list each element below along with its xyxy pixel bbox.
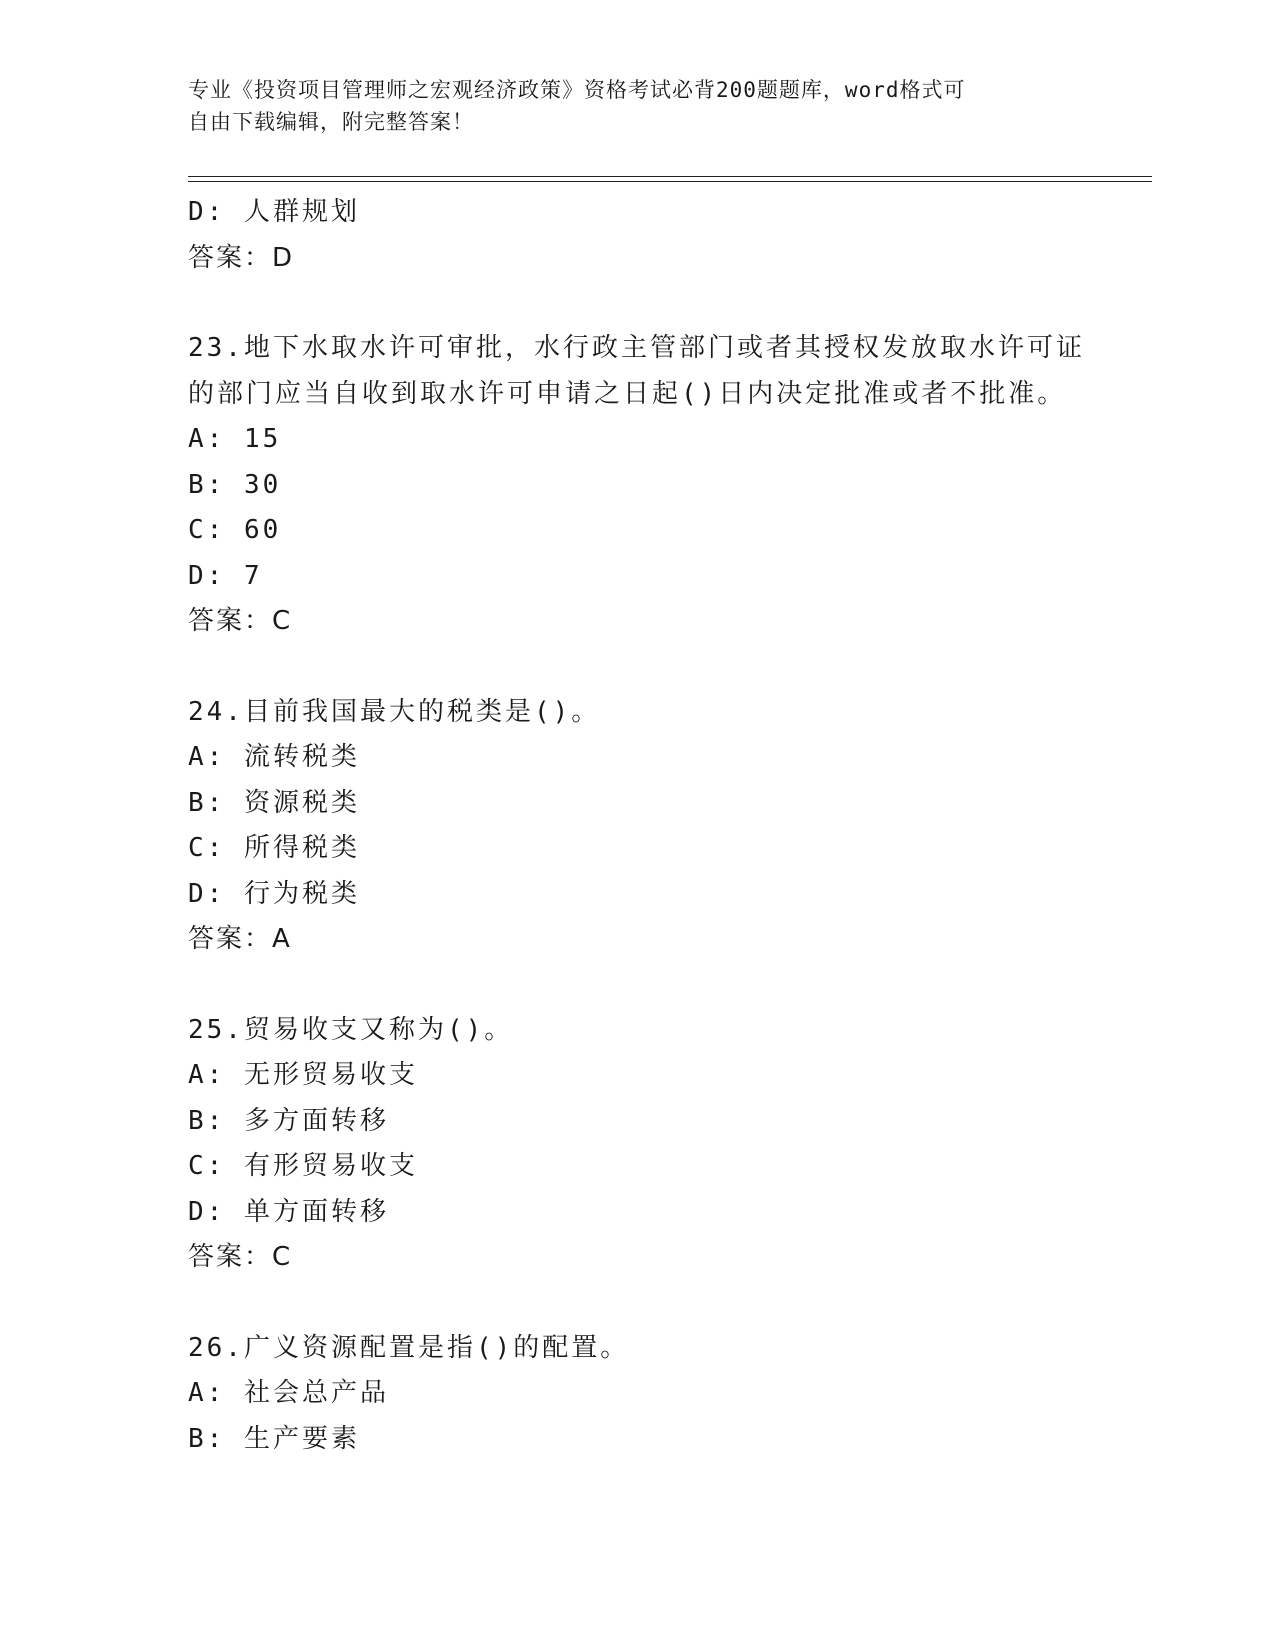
option-d: D: 人群规划 — [188, 197, 360, 227]
option-c: C: 60 — [188, 515, 282, 545]
option-c: C: 有形贸易收支 — [188, 1151, 418, 1181]
question-stem-cont: 的部门应当自收到取水许可申请之日起()日内决定批准或者不批准。 — [188, 378, 1067, 409]
answer: 答案：A — [188, 924, 292, 954]
header-divider-top — [188, 176, 1152, 177]
question-stem: 25.贸易收支又称为()。 — [188, 1014, 514, 1045]
header-title-line-2: 自由下载编辑，附完整答案！ — [188, 110, 474, 134]
question-stem: 24.目前我国最大的税类是()。 — [188, 696, 601, 727]
option-a: A: 社会总产品 — [188, 1378, 389, 1408]
option-d: D: 行为税类 — [188, 878, 360, 909]
option-b: B: 生产要素 — [188, 1423, 360, 1454]
question-23 — [188, 326, 1088, 645]
header-divider-bottom — [188, 181, 1152, 182]
answer: 答案：D — [188, 242, 295, 273]
question-stem: 26.广义资源配置是指()的配置。 — [188, 1332, 630, 1363]
option-a: A: 流转税类 — [188, 742, 360, 772]
answer: 答案：C — [188, 1242, 293, 1272]
answer: 答案：C — [188, 606, 293, 636]
option-d: D: 单方面转移 — [188, 1196, 389, 1227]
option-b: B: 资源税类 — [188, 787, 360, 818]
header-title-line-1: 专业《投资项目管理师之宏观经济政策》资格考试必背200题题库，word格式可 — [188, 78, 966, 102]
question-stem: 23.地下水取水许可审批，水行政主管部门或者其授权发放取水许可证 — [188, 333, 1085, 363]
option-a: A: 无形贸易收支 — [188, 1060, 418, 1090]
option-c: C: 所得税类 — [188, 833, 360, 863]
document-header — [188, 74, 1068, 138]
option-a: A: 15 — [188, 424, 282, 454]
option-b: B: 多方面转移 — [188, 1105, 389, 1136]
option-b: B: 30 — [188, 469, 282, 500]
question-26 — [188, 1326, 1088, 1463]
question-24 — [188, 690, 1088, 963]
question-list — [188, 190, 1088, 1462]
option-d: D: 7 — [188, 560, 263, 591]
question-25 — [188, 1008, 1088, 1281]
